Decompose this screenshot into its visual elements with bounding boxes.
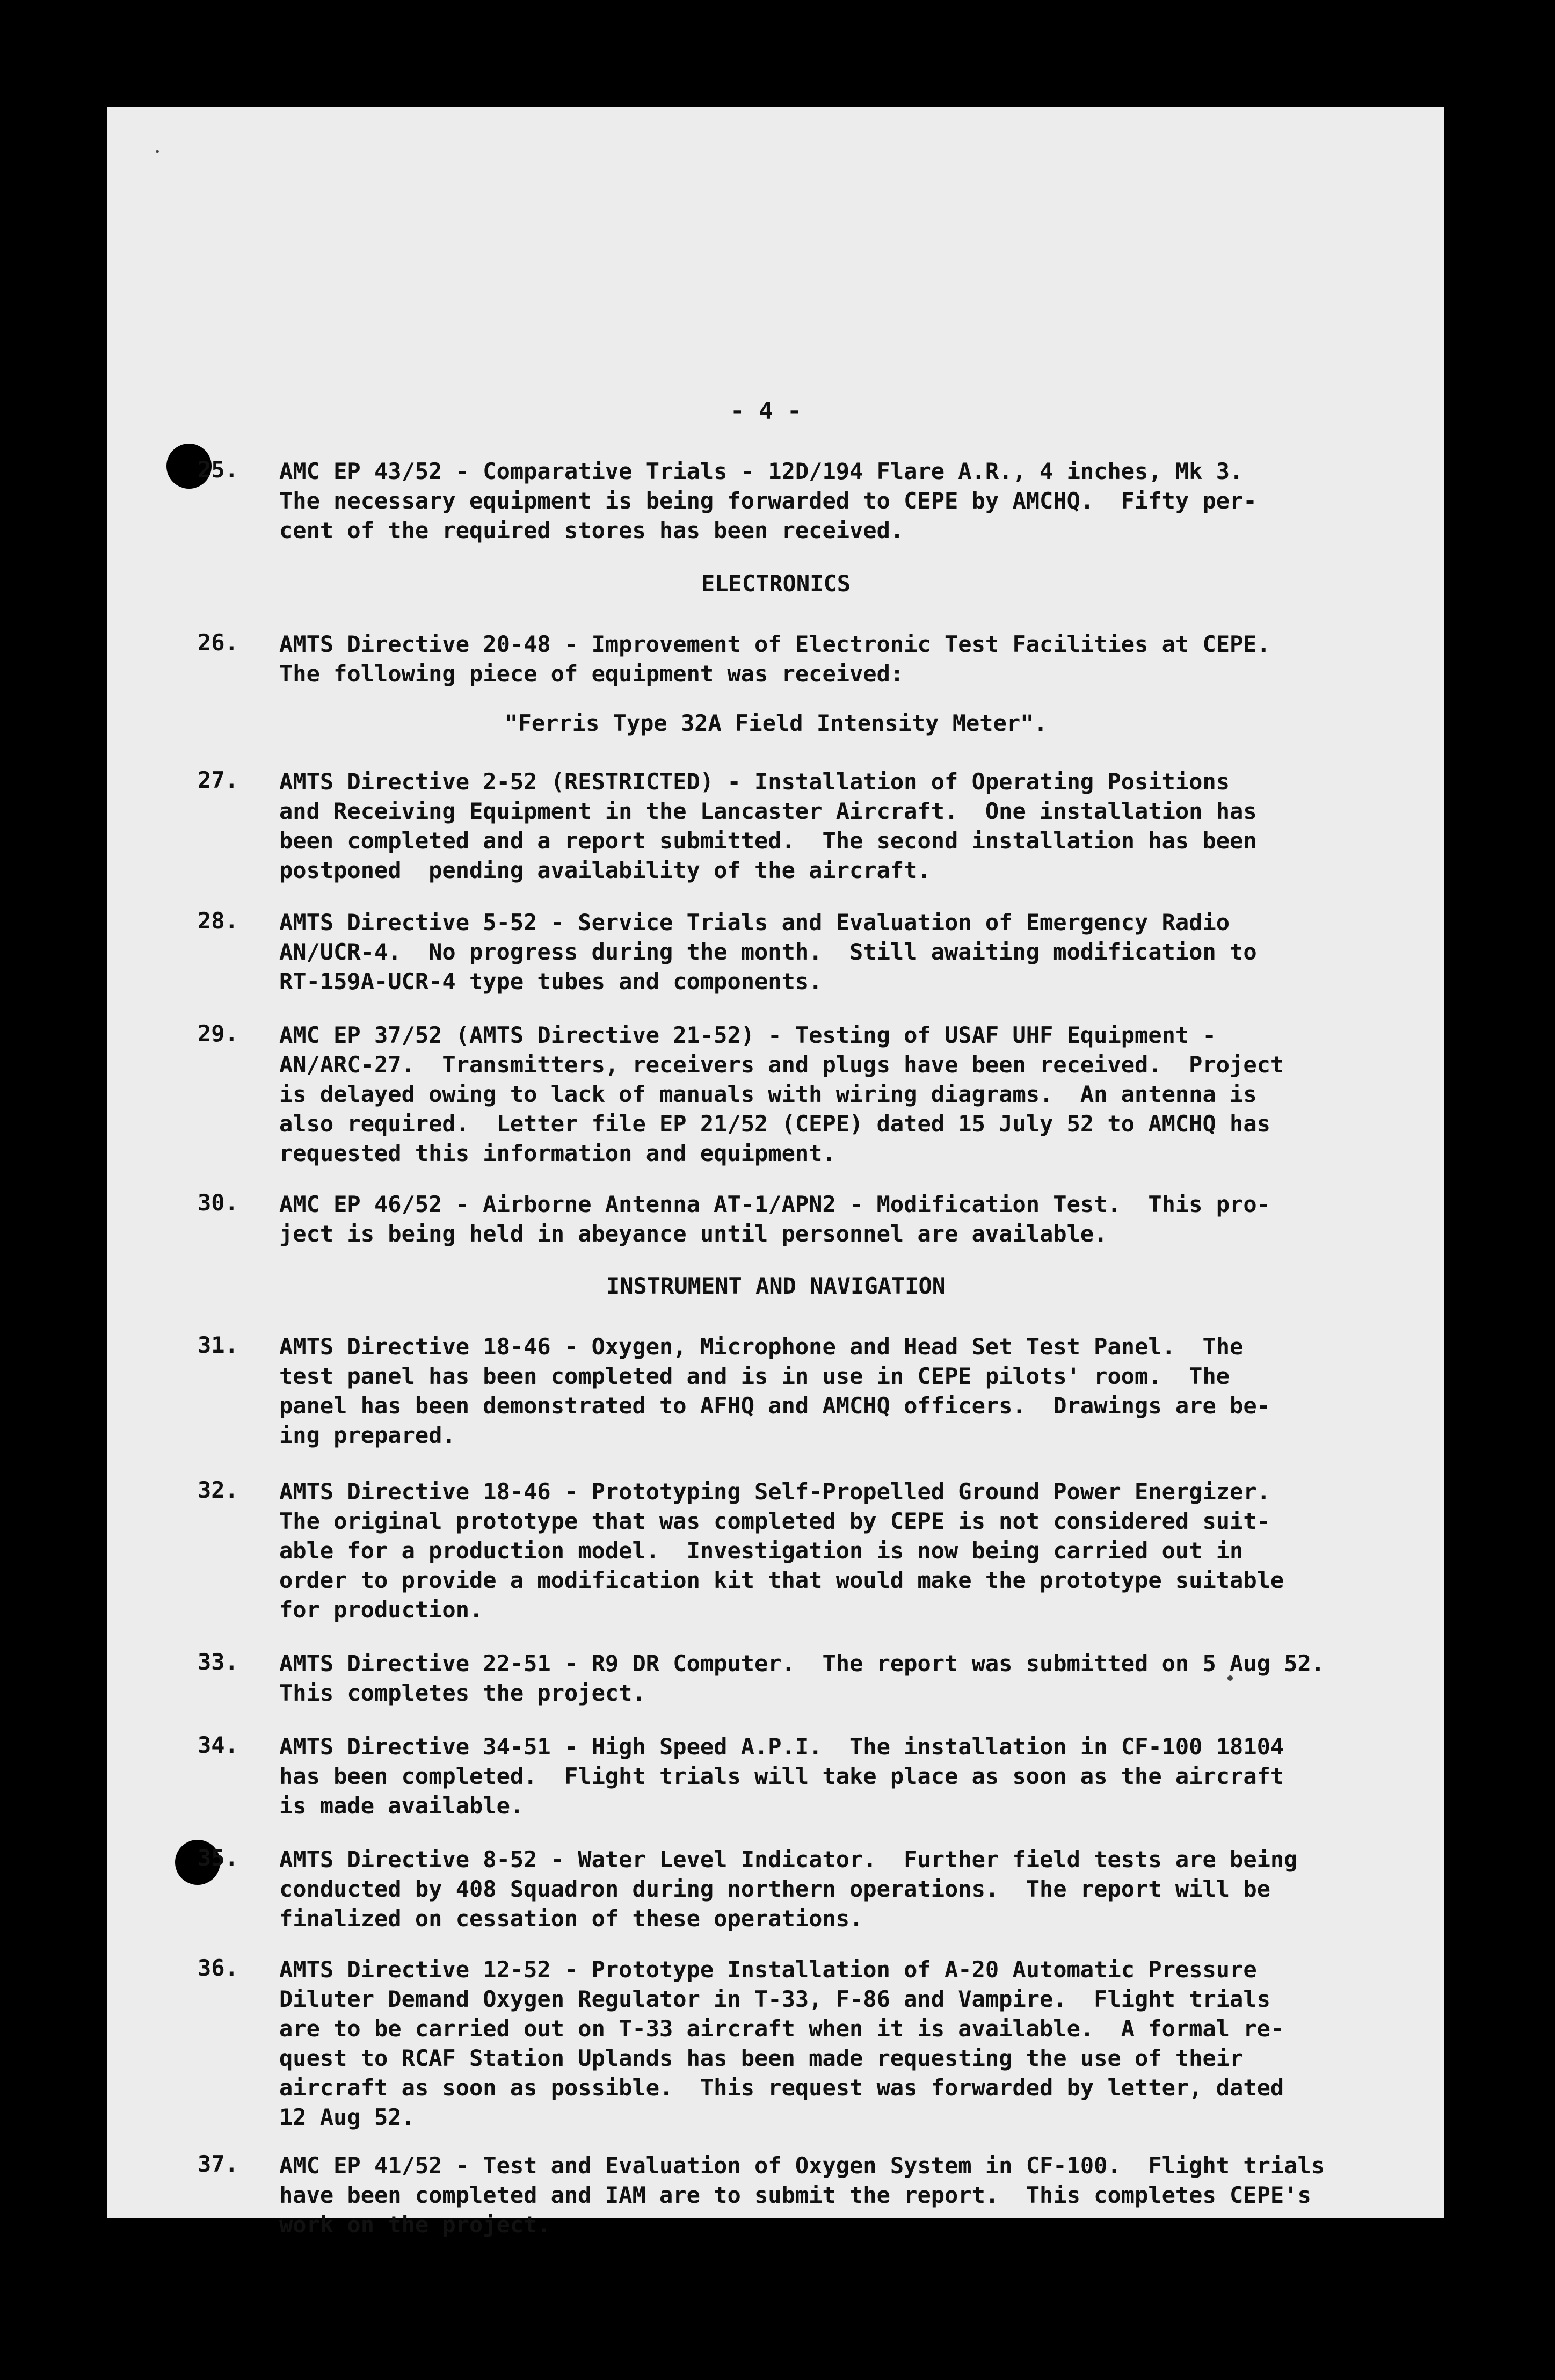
item-line: The original prototype that was completed by CEPE is not considered suit-	[279, 1508, 1270, 1534]
item-line: 12 Aug 52.	[279, 2104, 415, 2130]
item-line: and Receiving Equipment in the Lancaster Aircraft. One installation has	[279, 798, 1257, 824]
item-line: AMC EP 43/52 - Comparative Trials - 12D/194 Flare A.R., 4 inches, Mk 3.	[279, 458, 1244, 484]
item-number: 28.	[198, 908, 238, 934]
item-text	[279, 629, 1423, 688]
item-line: test panel has been completed and is in use in CEPE pilots' room. The	[279, 1363, 1230, 1389]
scan-speck	[156, 150, 159, 153]
item-line: is made available.	[279, 1793, 524, 1819]
item-line: have been completed and IAM are to submit the report. This completes CEPE's	[279, 2182, 1311, 2208]
item-number: 35.	[198, 1845, 238, 1871]
item-line: been completed and a report submitted. The second installation has been	[279, 828, 1257, 854]
item-text	[279, 1332, 1423, 1450]
item-line: AN/UCR-4. No progress during the month. Still awaiting modification to	[279, 939, 1257, 965]
item-line: cent of the required stores has been received.	[279, 517, 904, 543]
item-number: 30.	[198, 1189, 238, 1216]
item-line: quest to RCAF Station Uplands has been made requesting the use of their	[279, 2045, 1244, 2071]
item-number: 31.	[198, 1332, 238, 1358]
page-number: - 4 -	[730, 397, 802, 425]
item-line: RT-159A-UCR-4 type tubes and components.	[279, 968, 823, 995]
item-line: AMTS Directive 20-48 - Improvement of Electronic Test Facilities at CEPE.	[279, 631, 1270, 657]
item-text	[279, 2151, 1423, 2239]
item-text	[279, 456, 1423, 545]
item-number: 32.	[198, 1477, 238, 1503]
item-line: AMTS Directive 18-46 - Prototyping Self-Propelled Ground Power Energizer.	[279, 1478, 1270, 1505]
item-line: is delayed owing to lack of manuals with wiring diagrams. An antenna is	[279, 1081, 1257, 1107]
item-line: for production.	[279, 1597, 483, 1623]
item-line: requested this information and equipment.	[279, 1140, 836, 1166]
document-page	[107, 107, 1444, 2238]
item-line: also required. Letter file EP 21/52 (CEPE) dated 15 July 52 to AMCHQ has	[279, 1111, 1270, 1137]
item-line: able for a production model. Investigation is now being carried out in	[279, 1537, 1244, 1564]
equipment-quote: "Ferris Type 32A Field Intensity Meter".	[504, 710, 1048, 736]
item-text	[279, 1477, 1423, 1624]
section-heading-electronics: ELECTRONICS	[701, 570, 851, 597]
item-line: work on the project.	[279, 2211, 551, 2238]
item-line: AMTS Directive 18-46 - Oxygen, Microphone and Head Set Test Panel. The	[279, 1333, 1244, 1360]
item-text	[279, 1649, 1423, 1708]
item-number: 37.	[198, 2151, 238, 2177]
item-line: AMC EP 41/52 - Test and Evaluation of Oxygen System in CF-100. Flight trials	[279, 2152, 1325, 2179]
section-heading-instrument-navigation: INSTRUMENT AND NAVIGATION	[606, 1273, 946, 1299]
item-text	[279, 1732, 1423, 1820]
item-number: 33.	[198, 1649, 238, 1675]
item-line: Diluter Demand Oxygen Regulator in T-33, F-86 and Vampire. Flight trials	[279, 1986, 1270, 2012]
item-line: aircraft as soon as possible. This request was forwarded by letter, dated	[279, 2074, 1284, 2101]
item-line: ject is being held in abeyance until personnel are available.	[279, 1221, 1108, 1247]
item-line: are to be carried out on T-33 aircraft when it is available. A formal re-	[279, 2015, 1284, 2042]
item-line: The following piece of equipment was received:	[279, 661, 904, 687]
item-line: AMTS Directive 8-52 - Water Level Indicator. Further field tests are being	[279, 1846, 1298, 1873]
item-line: AMTS Directive 12-52 - Prototype Installation of A-20 Automatic Pressure	[279, 1956, 1257, 1983]
item-text	[279, 1845, 1423, 1933]
item-number: 27.	[198, 767, 238, 793]
item-line: This completes the project.	[279, 1680, 646, 1706]
item-line: order to provide a modification kit that would make the prototype suitable	[279, 1567, 1284, 1593]
item-line: AN/ARC-27. Transmitters, receivers and plugs have been received. Project	[279, 1051, 1284, 1078]
item-text	[279, 908, 1423, 996]
item-line: finalized on cessation of these operations.	[279, 1905, 863, 1932]
item-number: 25.	[198, 456, 238, 483]
item-line: AMTS Directive 2-52 (RESTRICTED) - Installation of Operating Positions	[279, 768, 1230, 795]
item-line: has been completed. Flight trials will take place as soon as the aircraft	[279, 1763, 1284, 1789]
item-line: ing prepared.	[279, 1422, 456, 1448]
item-text	[279, 1955, 1423, 2132]
item-line: AMTS Directive 5-52 - Service Trials and Evaluation of Emergency Radio	[279, 909, 1230, 935]
item-text	[279, 767, 1423, 885]
item-text	[279, 1020, 1423, 1168]
item-number: 36.	[198, 1955, 238, 1981]
item-number: 26.	[198, 629, 238, 656]
item-line: AMC EP 46/52 - Airborne Antenna AT-1/APN2 - Modification Test. This pro-	[279, 1191, 1270, 1217]
item-line: postponed pending availability of the aircraft.	[279, 857, 931, 883]
item-line: AMC EP 37/52 (AMTS Directive 21-52) - Testing of USAF UHF Equipment -	[279, 1022, 1216, 1048]
item-line: conducted by 408 Squadron during northern operations. The report will be	[279, 1876, 1270, 1902]
item-line: The necessary equipment is being forwarded to CEPE by AMCHQ. Fifty per-	[279, 488, 1257, 514]
item-number: 29.	[198, 1020, 238, 1047]
item-text	[279, 1189, 1423, 1249]
item-line: AMTS Directive 22-51 - R9 DR Computer. The report was submitted on 5 Aug 52.	[279, 1650, 1325, 1677]
item-line: panel has been demonstrated to AFHQ and AMCHQ officers. Drawings are be-	[279, 1392, 1270, 1419]
item-line: AMTS Directive 34-51 - High Speed A.P.I. The installation in CF-100 18104	[279, 1733, 1284, 1760]
item-number: 34.	[198, 1732, 238, 1758]
